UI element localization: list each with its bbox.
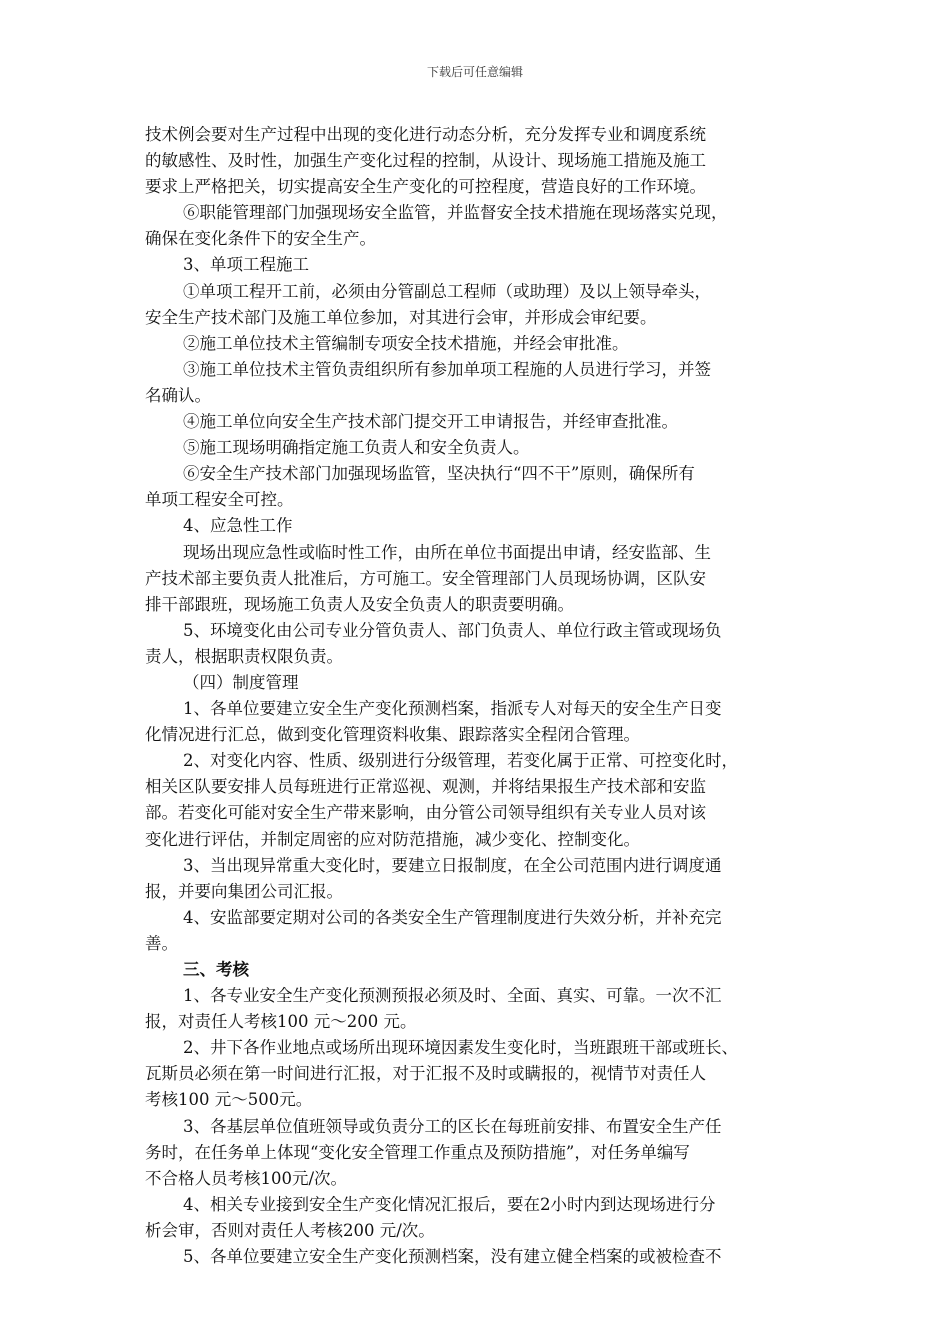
text-line: 技术例会要对生产过程中出现的变化进行动态分析，充分发挥专业和调度系统: [145, 125, 706, 144]
text-line: 现场出现应急性或临时性工作，由所在单位书面提出申请，经安监部、生: [183, 542, 711, 562]
text-line: 瓦斯员必须在第一时间进行汇报，对于汇报不及时或瞒报的，视情节对责任人: [145, 1064, 706, 1084]
text-line: ⑤施工现场明确指定施工负责人和安全负责人。: [183, 438, 530, 458]
text-line: 5、各单位要建立安全生产变化预测档案，没有建立健全档案的或被检查不: [183, 1247, 722, 1267]
text-line: 4、应急性工作: [183, 516, 293, 536]
text-line: 名确认。: [145, 385, 211, 405]
text-line: 化情况进行汇总，做到变化管理资料收集、跟踪落实全程闭合管理。: [145, 725, 640, 745]
text-line: ⑥职能管理部门加强现场安全监管，并监督安全技术措施在现场落实兑现，: [183, 203, 728, 223]
text-line: 3、各基层单位值班领导或负责分工的区长在每班前安排、布置安全生产任: [183, 1116, 722, 1136]
text-line: 不合格人员考核100元/次。: [145, 1168, 348, 1188]
text-line: ④施工单位向安全生产技术部门提交开工申请报告，并经审查批准。: [183, 412, 678, 432]
document-body: [145, 122, 813, 1270]
text-line: ①单项工程开工前，必须由分管副总工程师（或助理）及以上领导牵头，: [183, 281, 711, 301]
text-line: 善。: [145, 933, 178, 953]
text-line: 4、安监部要定期对公司的各类安全生产管理制度进行失效分析，并补充完: [183, 907, 722, 927]
text-line: 2、对变化内容、性质、级别进行分级管理，若变化属于正常、可控变化时，: [183, 751, 738, 771]
text-line: 责人，根据职责权限负责。: [145, 646, 343, 666]
text-line: 排干部跟班，现场施工负责人及安全负责人的职责要明确。: [145, 594, 574, 614]
text-line: 部。若变化可能对安全生产带来影响，由分管公司领导组织有关专业人员对该: [145, 803, 706, 823]
text-line: 1、各专业安全生产变化预测预报必须及时、全面、真实、可靠。一次不汇: [183, 986, 722, 1006]
text-line: ②施工单位技术主管编制专项安全技术措施，并经会审批准。: [183, 333, 629, 353]
section-heading: 三、考核: [183, 960, 249, 979]
text-line: 考核100 元～500元。: [145, 1090, 313, 1110]
text-line: 1、各单位要建立安全生产变化预测档案，指派专人对每天的安全生产日变: [183, 699, 722, 719]
text-line: 报，对责任人考核100 元～200 元。: [145, 1012, 417, 1032]
text-line: 析会审，否则对责任人考核200 元/次。: [145, 1220, 435, 1240]
text-line: 2、井下各作业地点或场所出现环境因素发生变化时，当班跟班干部或班长、: [183, 1038, 738, 1058]
text-line: ⑥安全生产技术部门加强现场监管，坚决执行“四不干”原则，确保所有: [183, 464, 695, 484]
text-line: 报，并要向集团公司汇报。: [145, 881, 343, 901]
text-line: 产技术部主要负责人批准后，方可施工。安全管理部门人员现场协调，区队安: [145, 568, 706, 588]
text-line: 单项工程安全可控。: [145, 490, 294, 510]
page-header: 下载后可任意编辑: [426, 65, 523, 79]
text-line: 5、环境变化由公司专业分管负责人、部门负责人、单位行政主管或现场负: [183, 620, 722, 640]
text-line: 变化进行评估，并制定周密的应对防范措施，减少变化、控制变化。: [145, 829, 640, 849]
text-line: 4、相关专业接到安全生产变化情况汇报后，要在2小时内到达现场进行分: [183, 1194, 716, 1214]
text-line: 相关区队要安排人员每班进行正常巡视、观测，并将结果报生产技术部和安监: [145, 777, 706, 797]
text-line: 要求上严格把关，切实提高安全生产变化的可控程度，营造良好的工作环境。: [145, 177, 706, 197]
text-line: 安全生产技术部门及施工单位参加，对其进行会审，并形成会审纪要。: [145, 307, 657, 327]
text-line: 务时，在任务单上体现“变化安全管理工作重点及预防措施”，对任务单编写: [145, 1142, 690, 1162]
text-line: 3、当出现异常重大变化时，要建立日报制度，在全公司范围内进行调度通: [183, 855, 722, 875]
text-line: 的敏感性、及时性，加强生产变化过程的控制，从设计、现场施工措施及施工: [145, 151, 706, 171]
text-line: 3、单项工程施工: [183, 255, 309, 275]
text-line: （四）制度管理: [183, 672, 299, 692]
text-line: ③施工单位技术主管负责组织所有参加单项工程施的人员进行学习，并签: [183, 359, 711, 379]
text-line: 确保在变化条件下的安全生产。: [145, 229, 376, 249]
